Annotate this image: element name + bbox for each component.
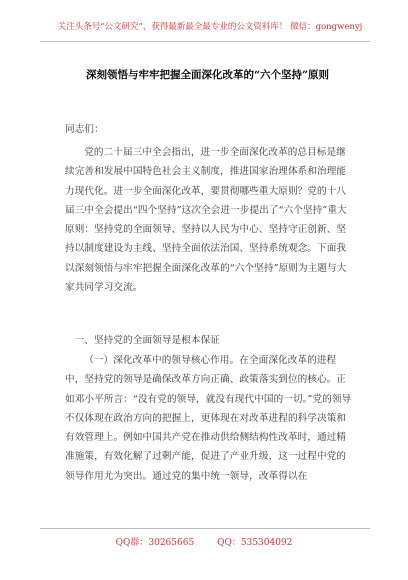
footer-contact [0,535,408,548]
paragraph-intro: 党的二十届三中全会指出，进一步全面深化改革的总目标是继续完善和发展中国特色社会主义制度，推进国家治理体系和治理能力现代化。进一步全面深化改革，要贯彻哪些重大原则？党的十八届三中全会提出“四个坚持”这次全会进一步提出了“六个坚持”重大原则：坚持党的全面领导、坚持以人民为中心、坚持守正创新、坚持以制度建设为主线、坚持全面依法治国、坚持系统观念。下面我以深刻领悟与牢牢把握全面深化改革的“六个坚持”原则为主题与大家共同学习交流。 [65,147,347,294]
section-heading: 一、坚持党的全面领导是根本保证 [74,335,220,346]
document-title: 深刻领悟与牢牢把握全面深化改革的“六个坚持”原则 [85,69,330,81]
header-promo-text: 关注头条号“公文研究”，获得最新最全最专业的公文资料库！ 微信：gongwenyj [57,22,363,32]
footer-qq-number: QQ：535304092 [217,538,293,548]
header-divider [40,41,370,42]
salutation: 同志们： [65,124,104,135]
footer-divider [40,528,370,529]
footer-qq-group: QQ群：30265665 [115,538,195,548]
paragraph-leadership-core: （一）深化改革中的领导核心作用。在全面深化改革的进程中，坚持党的领导是确保改革方向正确、政策落实到位的核心。正如邓小平所言：“没有党的领导，就没有现代中国的一切。”党的领导不仅体现在政治方向的把握上，更体现在对改革进程的科学决策和有效管理上。例如中国共产党在推动供给侧结构性改革时，通过精准施策，有效化解了过剩产能，促进了产业升级，这一过程中党的领导作用尤为突出。通过党的集中统一领导，改革得以在 [65,355,352,482]
